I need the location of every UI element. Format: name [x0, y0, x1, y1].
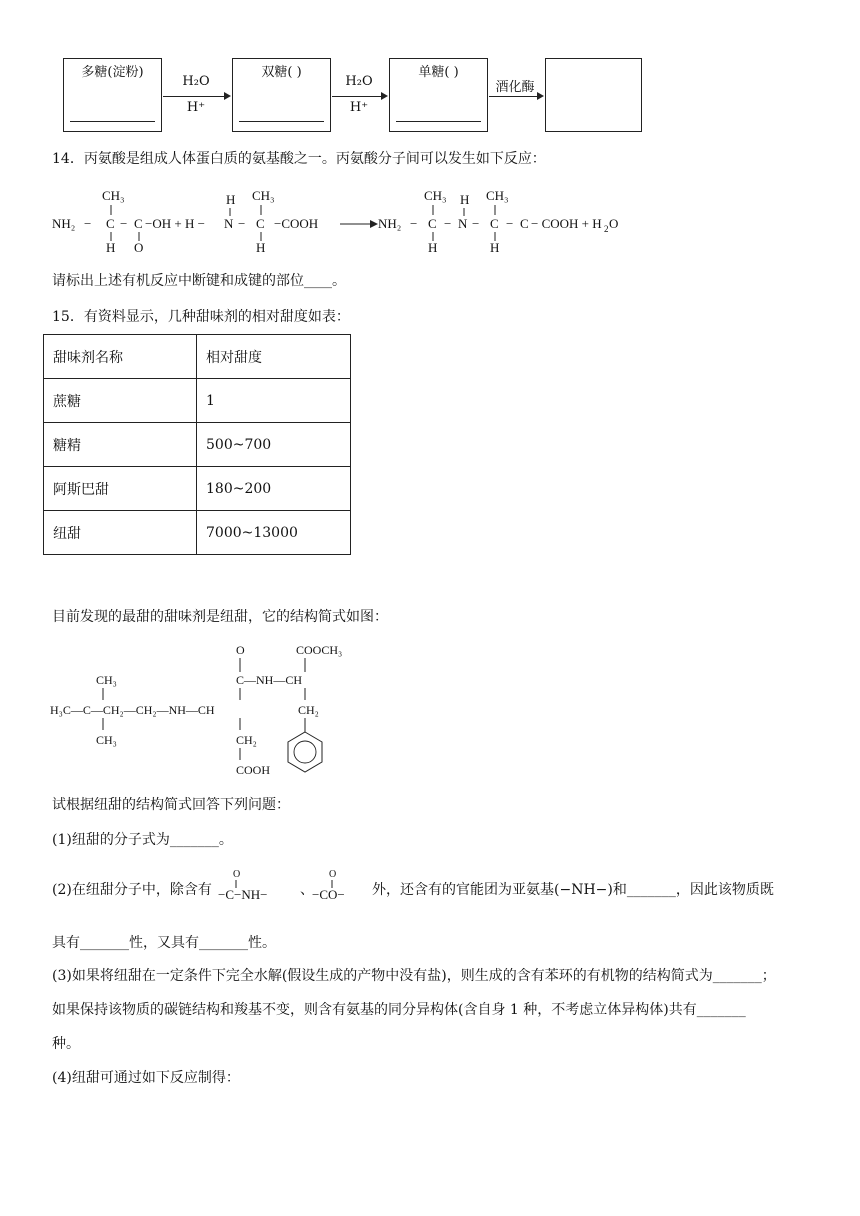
- table-cell: 180~200: [197, 467, 351, 511]
- question-15-part-2d: 具有_______性，又具有_______性。: [52, 935, 276, 951]
- c-label: C: [134, 216, 143, 231]
- h-label: H: [490, 240, 500, 255]
- svg-text:−: −: [444, 216, 452, 231]
- flow-box-label: 双糖( ): [261, 65, 302, 80]
- table-row: [44, 511, 351, 555]
- neotame-structure: [48, 636, 378, 784]
- answer-blank: [70, 121, 155, 122]
- c-label: C: [106, 216, 115, 231]
- arrow-right-icon: [163, 96, 229, 97]
- c-nh-ch-label: C—NH—CH: [236, 673, 303, 687]
- svg-text:−COOH: −COOH: [274, 216, 319, 231]
- table-row: [44, 379, 351, 423]
- amide-group-formula: [216, 866, 300, 904]
- question-14-prompt: 请标出上述有机反应中断键和成键的部位____。: [52, 273, 346, 289]
- svg-text:O: O: [609, 216, 619, 231]
- ch3-label: CH₃: [486, 188, 509, 203]
- svg-text:−OH + H −: −OH + H −: [145, 216, 205, 231]
- flow-box-label: 多糖(淀粉): [81, 65, 144, 80]
- question-15-part-3c: 种。: [52, 1036, 80, 1052]
- answer-blank: [396, 121, 481, 122]
- question-15-ask: 试根据纽甜的结构简式回答下列问题：: [52, 797, 290, 813]
- flow-box-polysaccharide: [63, 58, 162, 132]
- svg-text:−: −: [84, 216, 92, 231]
- svg-text:−: −: [238, 216, 246, 231]
- svg-text:−: −: [120, 216, 128, 231]
- question-15-text: 15．有资料显示，几种甜味剂的相对甜度如表：: [52, 309, 350, 325]
- arrow-label-top: 酒化酶: [495, 80, 535, 95]
- table-header-cell: 甜味剂名称: [44, 335, 197, 379]
- flow-box-disaccharide: [232, 58, 331, 132]
- ch2-label: CH₂: [236, 733, 257, 747]
- question-15-part-2b: 、: [300, 882, 314, 898]
- answer-blank: [239, 121, 324, 122]
- main-chain-label: H₃C—C—CH₂—CH₂—NH—CH: [50, 703, 215, 717]
- c-label: C: [256, 216, 265, 231]
- table-cell: 7000~13000: [197, 511, 351, 555]
- question-15-part-3a: (3)如果将纽甜在一定条件下完全水解(假设生成的产物中没有盐)，则生成的含有苯环的有机物的结构简式为_______；: [52, 968, 776, 984]
- ch3-label: CH₃: [424, 188, 447, 203]
- benzene-ring-icon: [288, 732, 322, 772]
- ch3-label: CH₃: [102, 188, 125, 203]
- ester-group-formula: [310, 866, 370, 904]
- cooh-label: COOH: [236, 763, 271, 777]
- table-row: [44, 423, 351, 467]
- svg-text:−: −: [410, 216, 418, 231]
- question-15-intro: 目前发现的最甜的甜味剂是纽甜，它的结构简式如图：: [52, 609, 388, 625]
- svg-text:−: −: [472, 216, 480, 231]
- svg-text:−: −: [506, 216, 514, 231]
- table-cell: 纽甜: [44, 511, 197, 555]
- table-cell: 糖精: [44, 423, 197, 467]
- o-label: O: [233, 869, 241, 880]
- h-label: H: [460, 192, 470, 207]
- h-label: H: [256, 240, 266, 255]
- table-cell: 蔗糖: [44, 379, 197, 423]
- nh2-label: NH₂: [378, 216, 402, 231]
- flow-box-product: [545, 58, 642, 132]
- table-cell: 1: [197, 379, 351, 423]
- arrow-label-top: H₂O: [182, 74, 210, 89]
- ch3-label: CH₃: [96, 673, 117, 687]
- h-label: H: [428, 240, 438, 255]
- cooch3-label: COOCH₃: [296, 643, 343, 657]
- o-label: O: [134, 240, 144, 255]
- o-label: O: [236, 643, 245, 657]
- ch3-label: CH₃: [96, 733, 117, 747]
- arrow-label-bottom: H⁺: [349, 100, 369, 115]
- svg-text:− COOH + H: − COOH + H: [531, 216, 602, 231]
- n-label: N: [224, 216, 234, 231]
- arrow-label-top: H₂O: [345, 74, 373, 89]
- c-label: C: [520, 216, 529, 231]
- table-cell: 阿斯巴甜: [44, 467, 197, 511]
- question-15-part-2c: 外，还含有的官能团为亚氨基(−NH−)和_______，因此该物质既: [372, 882, 774, 898]
- sweetener-table: [43, 334, 351, 555]
- svg-text:2: 2: [604, 224, 609, 234]
- arrowhead-icon: [224, 92, 231, 100]
- ester-label: −CO−: [312, 887, 345, 902]
- table-header-row: [44, 335, 351, 379]
- arrowhead-icon: [537, 92, 544, 100]
- question-15-part-2a: (2)在纽甜分子中，除含有: [52, 882, 212, 898]
- nh2-label: NH₂: [52, 216, 76, 231]
- question-15-part-3b: 如果保持该物质的碳链结构和羧基不变，则含有氨基的同分异构体(含自身 1 种，不考虑立体异构体)共有_______: [52, 1002, 746, 1018]
- table-row: [44, 467, 351, 511]
- n-label: N: [458, 216, 468, 231]
- amide-label: −C−NH−: [218, 887, 268, 902]
- flow-box-label: 单糖( ): [418, 65, 459, 80]
- h-label: H: [226, 192, 236, 207]
- h-label: H: [106, 240, 116, 255]
- c-label: C: [490, 216, 499, 231]
- arrow-right-icon: [332, 96, 386, 97]
- alanine-reaction-equation: [48, 184, 648, 256]
- question-15-part-1: (1)纽甜的分子式为_______。: [52, 832, 233, 848]
- arrowhead-icon: [381, 92, 388, 100]
- flow-box-monosaccharide: [389, 58, 488, 132]
- c-label: C: [428, 216, 437, 231]
- table-cell: 500~700: [197, 423, 351, 467]
- ch3-label: CH₃: [252, 188, 275, 203]
- arrow-right-icon: [489, 96, 541, 97]
- question-15-part-4: (4)纽甜可通过如下反应制得：: [52, 1070, 240, 1086]
- o-label: O: [329, 869, 337, 880]
- ch2-label: CH₂: [298, 703, 319, 717]
- question-14-text: 14．丙氨酸是组成人体蛋白质的氨基酸之一。丙氨酸分子间可以发生如下反应：: [52, 151, 546, 167]
- arrow-label-bottom: H⁺: [186, 100, 206, 115]
- table-header-cell: 相对甜度: [197, 335, 351, 379]
